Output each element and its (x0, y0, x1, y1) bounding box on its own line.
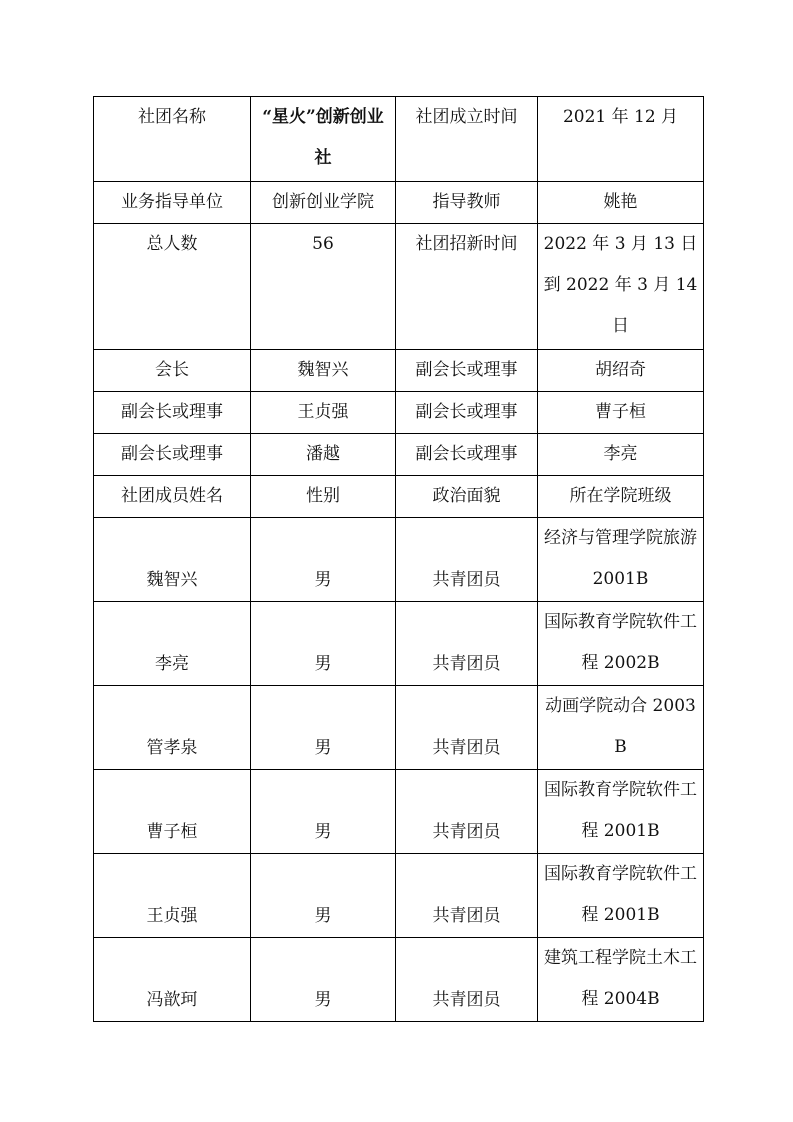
row-guidance-unit (94, 182, 704, 224)
member-row (94, 686, 704, 770)
label-vice-president-2: 副会长或理事 (94, 392, 251, 434)
row-club-name (94, 97, 704, 182)
label-vice-president-5: 副会长或理事 (396, 434, 538, 476)
member-row (94, 770, 704, 854)
row-vice-president-a (94, 392, 704, 434)
label-guidance-unit: 业务指导单位 (94, 182, 251, 224)
header-college-class: 所在学院班级 (538, 476, 704, 518)
member-college-class: 国际教育学院软件工程 2001B (538, 770, 704, 854)
member-row (94, 518, 704, 602)
member-political-status: 共青团员 (396, 770, 538, 854)
row-total-members (94, 224, 704, 350)
header-gender: 性别 (251, 476, 396, 518)
club-info-table (93, 96, 704, 1022)
value-recruitment-time: 2022 年 3 月 13 日到 2022 年 3 月 14 日 (538, 224, 704, 350)
member-political-status: 共青团员 (396, 686, 538, 770)
member-row (94, 854, 704, 938)
member-gender: 男 (251, 602, 396, 686)
member-gender: 男 (251, 686, 396, 770)
member-political-status: 共青团员 (396, 602, 538, 686)
label-recruitment-time: 社团招新时间 (396, 224, 538, 350)
header-political-status: 政治面貌 (396, 476, 538, 518)
value-vice-president-1: 胡绍奇 (538, 350, 704, 392)
label-club-name: 社团名称 (94, 97, 251, 182)
member-political-status: 共青团员 (396, 938, 538, 1022)
label-vice-president-4: 副会长或理事 (94, 434, 251, 476)
label-vice-president-3: 副会长或理事 (396, 392, 538, 434)
value-total-members: 56 (251, 224, 396, 350)
value-vice-president-4: 潘越 (251, 434, 396, 476)
value-guidance-unit: 创新创业学院 (251, 182, 396, 224)
member-gender: 男 (251, 518, 396, 602)
value-advisor: 姚艳 (538, 182, 704, 224)
member-gender: 男 (251, 854, 396, 938)
member-name: 王贞强 (94, 854, 251, 938)
member-college-class: 国际教育学院软件工程 2002B (538, 602, 704, 686)
row-vice-president-b (94, 434, 704, 476)
member-name: 冯歆珂 (94, 938, 251, 1022)
value-founded-time: 2021 年 12 月 (538, 97, 704, 182)
value-vice-president-2: 王贞强 (251, 392, 396, 434)
value-president: 魏智兴 (251, 350, 396, 392)
label-total-members: 总人数 (94, 224, 251, 350)
label-advisor: 指导教师 (396, 182, 538, 224)
member-name: 管孝泉 (94, 686, 251, 770)
member-row (94, 938, 704, 1022)
member-name: 李亮 (94, 602, 251, 686)
row-president (94, 350, 704, 392)
label-president: 会长 (94, 350, 251, 392)
member-college-class: 经济与管理学院旅游 2001B (538, 518, 704, 602)
club-info-sheet (93, 96, 704, 1022)
value-vice-president-3: 曹子桓 (538, 392, 704, 434)
member-college-class: 国际教育学院软件工程 2001B (538, 854, 704, 938)
member-college-class: 动画学院动合 2003B (538, 686, 704, 770)
member-header-row (94, 476, 704, 518)
value-vice-president-5: 李亮 (538, 434, 704, 476)
member-name: 曹子桓 (94, 770, 251, 854)
header-member-name: 社团成员姓名 (94, 476, 251, 518)
label-vice-president-1: 副会长或理事 (396, 350, 538, 392)
member-political-status: 共青团员 (396, 518, 538, 602)
member-college-class: 建筑工程学院土木工程 2004B (538, 938, 704, 1022)
member-name: 魏智兴 (94, 518, 251, 602)
label-founded-time: 社团成立时间 (396, 97, 538, 182)
member-gender: 男 (251, 938, 396, 1022)
value-club-name: “星火”创新创业社 (251, 97, 396, 182)
member-gender: 男 (251, 770, 396, 854)
member-political-status: 共青团员 (396, 854, 538, 938)
member-row (94, 602, 704, 686)
